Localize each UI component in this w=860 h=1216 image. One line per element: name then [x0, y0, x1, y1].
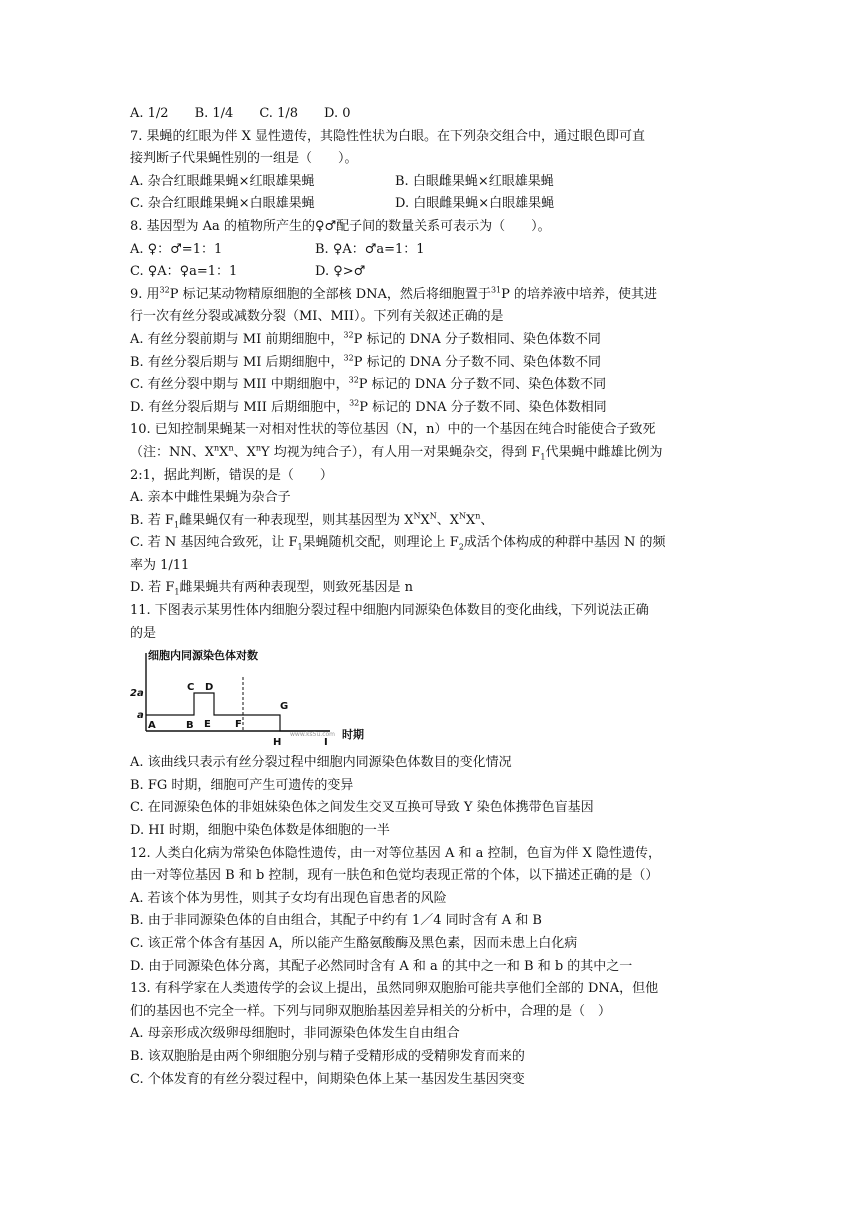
chart-ytick-a: a: [137, 710, 144, 722]
chart-ytick-2a: 2a: [130, 688, 144, 700]
q9-option-c: C. 有丝分裂中期与 MII 中期细胞中，$^{32}$P 标记的 DNA 分子数不同、染色体数不同: [130, 375, 607, 393]
q12-option-b: B. 由于非同源染色体的自由组合，其配子中约有 1／4 同时含有 A 和 B: [130, 913, 542, 929]
q10-stem-line2: （注：NN、$X^nX^n$、$X^nY$ 均视为纯合子），有人用一对果蝇杂交，得到 $F_1$代果蝇中雌雄比例为: [130, 443, 663, 462]
q8-option-a: A. ♀：♂=1：1: [130, 241, 223, 257]
q10-option-a: A. 亲本中雌性果蝇为杂合子: [130, 490, 291, 506]
q7-option-b: B. 白眼雌果蝇×红眼雄果蝇: [395, 173, 554, 189]
q13-stem-line2: 们的基因也不完全一样。下列与同卵双胞胎基因差异相关的分析中，合理的是（ ）: [130, 1003, 612, 1019]
chart-point-label-i: I: [324, 737, 328, 749]
chart-point-label-b: B: [186, 720, 194, 732]
q11-chart: [130, 647, 730, 750]
chart-point-label-g: G: [280, 701, 289, 713]
chart-point-label-c: C: [187, 682, 195, 694]
q9-stem-line2: 行一次有丝分裂或减数分裂（MI、MII）。下列有关叙述正确的是: [130, 309, 504, 325]
q9-stem-line1: 9. 用$^{32}$P 标记某动物精原细胞的全部核 DNA，然后将细胞置于$^{31}$P 的培养液中培养，使其进: [130, 285, 658, 302]
chart-point-label-h: H: [273, 737, 282, 749]
q11-option-d: D. HI 时期，细胞中染色体数是体细胞的一半: [130, 823, 390, 839]
chart-ylabel: 细胞内同源染色体对数: [148, 649, 258, 663]
q10-option-d: D. 若 $F_1$雌果蝇共有两种表现型，则致死基因是 n: [130, 580, 413, 598]
q13-option-b: B. 该双胞胎是由两个卵细胞分别与精子受精形成的受精卵发育而来的: [130, 1048, 525, 1064]
q11-stem-line1: 11. 下图表示某男性体内细胞分裂过程中细胞内同源染色体数目的变化曲线，下列说法正确: [130, 603, 649, 619]
q12-option-d: D. 由于同源染色体分离，其配子必然同时含有 A 和 a 的其中之一和 B 和 b 的其中之一: [130, 958, 633, 974]
q12-option-c: C. 该正常个体含有基因 A，所以能产生酪氨酸酶及黑色素，因而未患上白化病: [130, 936, 578, 951]
q10-option-c-line2: 率为 1/11: [130, 557, 190, 573]
q6-options: A. 1/2 B. 1/4 C. 1/8 D. 0: [130, 106, 351, 121]
q10-option-b: B. 若 $F_1$雌果蝇仅有一种表现型，则其基因型为 $X^NX^N$、$X^NX^n$、: [130, 511, 494, 530]
q7-options-row1: [130, 171, 730, 194]
q9-option-a: A. 有丝分裂前期与 MI 前期细胞中，$^{32}$P 标记的 DNA 分子数相同、染色体数不同: [130, 330, 601, 347]
q7-option-d: D. 白眼雌果蝇×白眼雄果蝇: [395, 196, 555, 212]
q12-stem-line1: 12. 人类白化病为常染色体隐性遗传，由一对等位基因 A 和 a 控制，色盲为伴 X 隐性遗传，: [130, 845, 661, 861]
q7-option-a: A. 杂合红眼雌果蝇×红眼雄果蝇: [130, 173, 315, 189]
q12-option-a: A. 若该个体为男性，则其子女均有出现色盲患者的风险: [130, 890, 447, 906]
q13-option-a: A. 母亲形成次级卵母细胞时，非同源染色体发生自由组合: [130, 1026, 460, 1042]
q12-stem-line2: 由一对等位基因 B 和 b 控制，现有一肤色和色觉均表现正常的个体，以下描述正确的是（）: [130, 868, 659, 884]
q10-option-c-line1: C. 若 N 基因纯合致死，让 $F_1$果蝇随机交配，则理论上 $F_2$成活个体构成的种群中基因 N 的频: [130, 535, 666, 552]
q7-option-c: C. 杂合红眼雌果蝇×白眼雄果蝇: [130, 196, 315, 212]
chart-point-label-e: E: [204, 719, 211, 731]
q11-line-chart: [130, 647, 370, 750]
exam-page: [130, 103, 730, 1091]
chart-xlabel: 时期: [342, 728, 364, 742]
q9-option-d: D. 有丝分裂后期与 MII 后期细胞中，$^{32}$P 标记的 DNA 分子数不同、染色体数相同: [130, 398, 607, 415]
q8-options-row1: [130, 239, 730, 262]
q8-option-b: B. ♀A：♂a=1：1: [315, 241, 425, 257]
q8-option-c: C. ♀A：♀a=1：1: [130, 264, 238, 280]
chart-point-label-f: F: [235, 719, 242, 731]
q7-stem-line1: 7. 果蝇的红眼为伴 X 显性遗传，其隐性性状为白眼。在下列杂交组合中，通过眼色即可直: [130, 128, 646, 144]
q11-option-b: B. FG 时期，细胞可产生可遗传的变异: [130, 777, 354, 793]
q8-stem: 8. 基因型为 Aa 的植物所产生的♀♂配子间的数量关系可表示为（ ）。: [130, 218, 551, 234]
q13-option-c: C. 个体发育的有丝分裂过程中，间期染色体上某一基因发生基因突变: [130, 1071, 525, 1087]
q8-options-row2: [130, 261, 730, 284]
q9-option-b: B. 有丝分裂后期与 MI 后期细胞中，$^{32}$P 标记的 DNA 分子数不同、染色体数不同: [130, 353, 602, 370]
q11-option-c: C. 在同源染色体的非姐妹染色体之间发生交叉互换可导致 Y 染色体携带色盲基因: [130, 800, 594, 816]
chart-point-label-d: D: [205, 682, 214, 694]
q11-option-a: A. 该曲线只表示有丝分裂过程中细胞内同源染色体数目的变化情况: [130, 755, 512, 771]
chart-watermark: www.ks5u.com: [290, 731, 336, 739]
q7-options-row2: [130, 193, 730, 216]
q10-stem-line3: 2:1，据此判断，错误的是（ ）: [130, 467, 333, 483]
q10-stem-line1: 10. 已知控制果蝇某一对相对性状的等位基因（N，n）中的一个基因在纯合时能使合子致死: [130, 422, 656, 438]
q11-stem-line2: 的是: [130, 625, 157, 641]
q8-option-d: D. ♀>♂: [315, 264, 366, 280]
chart-point-label-a: A: [148, 720, 156, 732]
q13-stem-line1: 13. 有科学家在人类遗传学的会议上提出，虽然同卵双胞胎可能共享他们全部的 DNA，但他: [130, 981, 659, 997]
q7-stem-line2: 接判断子代果蝇性别的一组是（ ）。: [130, 151, 358, 167]
